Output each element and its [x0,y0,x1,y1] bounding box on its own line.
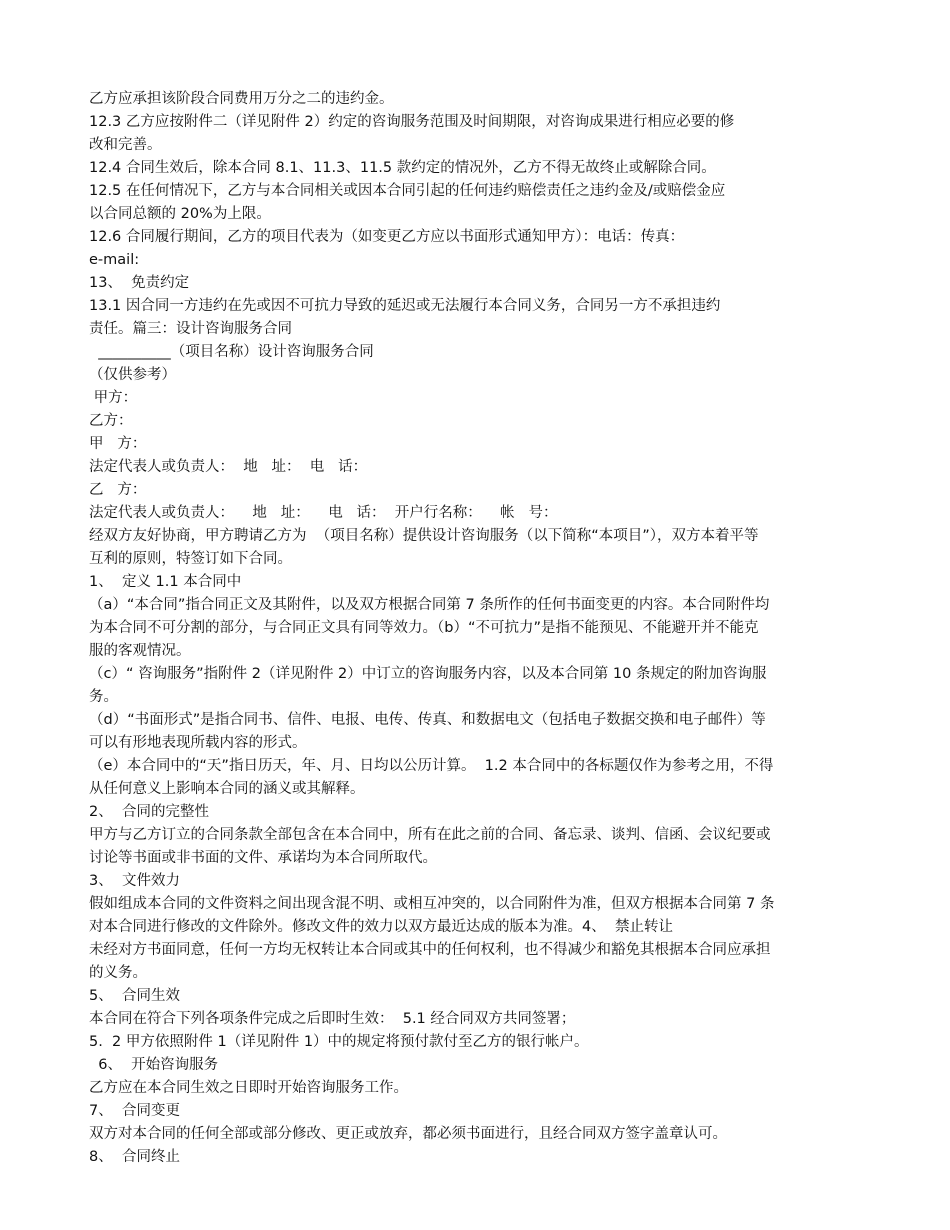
text-line: 为本合同不可分割的部分，与合同正文具有同等效力。（b）“不可抗力”是指不能预见、不能避开并不能克 [89,620,759,636]
text-line: 互利的原则，特签订如下合同。 [89,551,292,567]
text-line: 假如组成本合同的文件资料之间出现含混不明、或相互冲突的，以合同附件为准，但双方根据本合同第 7 条 [89,896,775,912]
text-line: 12.3 乙方应按附件二（详见附件 2）约定的咨询服务范围及时间期限，对咨询成果进行相应必要的修 [89,114,735,130]
text-line: 未经对方书面同意，任何一方均无权转让本合同或其中的任何权利，也不得减少和豁免其根据本合同应承担 [89,942,771,958]
text-line: 的义务。 [89,965,147,981]
text-line: （d）“书面形式”是指合同书、信件、电报、电传、传真、和数据电文（包括电子数据交换和电子邮件）等 [89,712,766,728]
section-heading: 2、 合同的完整性 [89,804,209,820]
text-line: 可以有形地表现所载内容的形式。 [89,735,307,751]
text-line: 5. 2 甲方依照附件 1（详见附件 1）中的规定将预付款付至乙方的银行帐户。 [89,1034,589,1050]
party-b-label: 乙 方： [89,482,147,498]
party-a-details: 法定代表人或负责人： 地 址： 电 话： [89,459,368,475]
contract-title: __________（项目名称）设计咨询服务合同 [89,344,374,360]
reference-note: （仅供参考） [89,367,176,383]
text-line: e-mail: [89,252,140,268]
text-line: 甲方与乙方订立的合同条款全部包含在本合同中，所有在此之前的合同、备忘录、谈判、信函、会议纪要或 [89,827,771,843]
text-line: （c）“ 咨询服务”指附件 2（详见附件 2）中订立的咨询服务内容，以及本合同第 10 条规定的附加咨询服 [89,666,767,682]
text-line: 讨论等书面或非书面的文件、承诺均为本合同所取代。 [89,850,437,866]
party-b-details: 法定代表人或负责人： 地 址： 电 话： 开户行名称： 帐 号： [89,505,558,521]
section-heading: 3、 文件效力 [89,873,180,889]
text-line: 12.4 合同生效后，除本合同 8.1、11.3、11.5 款约定的情况外，乙方不得无故终止或解除合同。 [89,160,716,176]
text-line: 13.1 因合同一方违约在先或因不可抗力导致的延迟或无法履行本合同义务，合同另一方不承担违约 [89,298,721,314]
text-line: 以合同总额的 20%为上限。 [89,206,271,222]
party-a-label: 甲方： [89,390,138,406]
section-heading: 5、 合同生效 [89,988,180,1004]
text-line: 双方对本合同的任何全部或部分修改、更正或放弃，都必须书面进行，且经合同双方签字盖章认可。 [89,1126,727,1142]
text-line: 对本合同进行修改的文件除外。修改文件的效力以双方最近达成的版本为准。4、 禁止转让 [89,919,673,935]
text-line: 12.6 合同履行期间，乙方的项目代表为（如变更乙方应以书面形式通知甲方）：电话：传真： [89,229,685,245]
text-line: 乙方应在本合同生效之日即时开始咨询服务工作。 [89,1080,408,1096]
section-heading: 1、 定义 1.1 本合同中 [89,574,242,590]
section-heading: 8、 合同终止 [89,1149,180,1165]
document-body [89,88,864,1169]
section-heading: 7、 合同变更 [89,1103,180,1119]
section-heading: 6、 开始咨询服务 [89,1057,219,1073]
party-a-label: 甲 方： [89,436,147,452]
text-line: 乙方应承担该阶段合同费用万分之二的违约金。 [89,91,394,107]
section-heading: 13、 免责约定 [89,275,190,291]
text-line: 责任。篇三：设计咨询服务合同 [89,321,292,337]
text-line: 本合同在符合下列各项条件完成之后即时生效： 5.1 经合同双方共同签署； [89,1011,576,1027]
text-line: 经双方友好协商，甲方聘请乙方为 （项目名称）提供设计咨询服务（以下简称“本项目”），双方本着平等 [89,528,759,544]
text-line: 务。 [89,689,118,705]
text-line: 12.5 在任何情况下，乙方与本合同相关或因本合同引起的任何违约赔偿责任之违约金及/或赔偿金应 [89,183,726,199]
text-line: 改和完善。 [89,137,162,153]
party-b-label: 乙方： [89,413,133,429]
text-line: （a）“本合同”指合同正文及其附件，以及双方根据合同第 7 条所作的任何书面变更的内容。本合同附件均 [89,597,770,613]
text-line: 从任何意义上影响本合同的涵义或其解释。 [89,781,365,797]
text-line: 服的客观情况。 [89,643,191,659]
text-line: （e）本合同中的“天”指日历天，年、月、日均以公历计算。 1.2 本合同中的各标题仅作为参考之用，不得 [89,758,774,774]
